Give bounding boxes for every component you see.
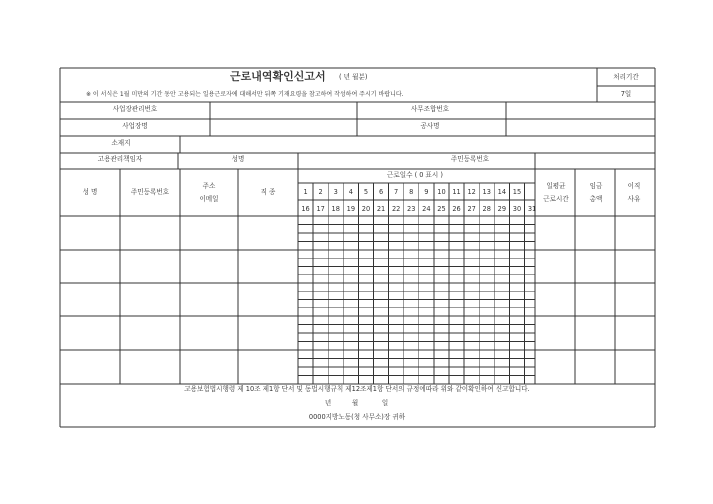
col-wage-header-1: 임금 bbox=[589, 182, 603, 190]
manager-label: 고용관리책임자 bbox=[97, 155, 143, 163]
day-number-24: 24 bbox=[422, 205, 431, 213]
form-title: 근로내역확인신고서 bbox=[230, 70, 326, 83]
day-number-17: 17 bbox=[316, 205, 325, 213]
col-leave-reason-header-1: 이직 bbox=[627, 182, 641, 190]
business-no-label: 사업장관리번호 bbox=[112, 105, 158, 113]
employer-info bbox=[98, 104, 490, 163]
day-number-6: 6 bbox=[378, 188, 384, 196]
col-address-header: 주소 bbox=[202, 182, 216, 190]
col-workdays-header: 근로일수 ( 0 표시 ) bbox=[387, 171, 443, 179]
day-number-30: 30 bbox=[512, 205, 522, 213]
day-number-4: 4 bbox=[348, 188, 353, 196]
manager-name-label: 성명 bbox=[231, 155, 245, 163]
day-number-25: 25 bbox=[437, 205, 446, 213]
day-number-19: 19 bbox=[346, 205, 356, 213]
day-number-15: 15 bbox=[512, 188, 522, 196]
date-year-label: 년 bbox=[324, 399, 332, 407]
day-number-20: 20 bbox=[361, 205, 371, 213]
col-leave-reason-header-2: 사유 bbox=[627, 195, 641, 203]
day-number-9: 9 bbox=[424, 188, 429, 196]
col-avg-hours-header-2: 근로시간 bbox=[543, 195, 569, 203]
day-number-21: 21 bbox=[376, 205, 386, 213]
col-avg-hours-header-1: 일평균 bbox=[546, 182, 566, 190]
day-number-13: 13 bbox=[482, 188, 491, 196]
day-number-26: 26 bbox=[452, 205, 461, 213]
declaration-statement: 고용보험법시행령 제 10조 제1항 단서 및 동법시행규칙 제12조제1항 단서의 규정에따라 위와 같이확인하여 신고합니다. bbox=[184, 385, 530, 393]
form-footer bbox=[184, 384, 529, 421]
processing-period-value: 7일 bbox=[620, 90, 632, 98]
col-name-header: 성 명 bbox=[82, 188, 98, 196]
day-number-12: 12 bbox=[467, 188, 476, 196]
form-title-period: ( 년 월분) bbox=[339, 73, 368, 81]
address-label: 소재지 bbox=[111, 139, 131, 147]
date-month-label: 월 bbox=[351, 399, 359, 407]
form-notice: ※ 이 서식은 1월 미만의 기간 동안 고용되는 일용근로자에 대해서만 뒤쪽 기재요령을 참고하여 작성하여 주시기 바랍니다. bbox=[86, 91, 404, 98]
day-number-2: 2 bbox=[318, 188, 323, 196]
form-grid-lines bbox=[60, 68, 655, 427]
day-number-3: 3 bbox=[333, 188, 338, 196]
manager-resident-no-label: 주민등록번호 bbox=[450, 155, 490, 163]
day-number-22: 22 bbox=[391, 205, 401, 213]
day-number-14: 14 bbox=[497, 188, 507, 196]
day-numbers-row-1 bbox=[303, 188, 521, 196]
day-number-23: 23 bbox=[407, 205, 416, 213]
construction-name-label: 공사명 bbox=[420, 122, 440, 130]
day-number-11: 11 bbox=[452, 188, 461, 196]
recipient-line: 0000지방노동(청 사무소)장 귀하 bbox=[308, 413, 406, 421]
processing-period-label: 처리기간 bbox=[613, 73, 639, 81]
col-email-header: 이메일 bbox=[199, 195, 219, 203]
day-number-31: 31 bbox=[527, 205, 537, 213]
col-resident-no-header: 주민등록번호 bbox=[130, 188, 170, 196]
worker-table-header bbox=[83, 170, 641, 213]
day-number-5: 5 bbox=[363, 188, 369, 196]
form-header bbox=[86, 69, 639, 98]
office-no-label: 사무조합번호 bbox=[410, 105, 450, 113]
day-number-16: 16 bbox=[301, 205, 310, 213]
business-name-label: 사업장명 bbox=[122, 122, 148, 130]
day-number-1: 1 bbox=[303, 188, 308, 196]
date-day-label: 일 bbox=[381, 399, 389, 407]
day-number-7: 7 bbox=[394, 188, 399, 196]
col-wage-header-2: 총액 bbox=[589, 195, 603, 203]
day-number-18: 18 bbox=[331, 205, 340, 213]
day-number-27: 27 bbox=[467, 205, 476, 213]
day-number-28: 28 bbox=[482, 205, 491, 213]
day-number-10: 10 bbox=[437, 188, 446, 196]
day-number-29: 29 bbox=[497, 205, 507, 213]
day-number-8: 8 bbox=[409, 188, 414, 196]
col-job-header: 직 종 bbox=[260, 188, 276, 196]
